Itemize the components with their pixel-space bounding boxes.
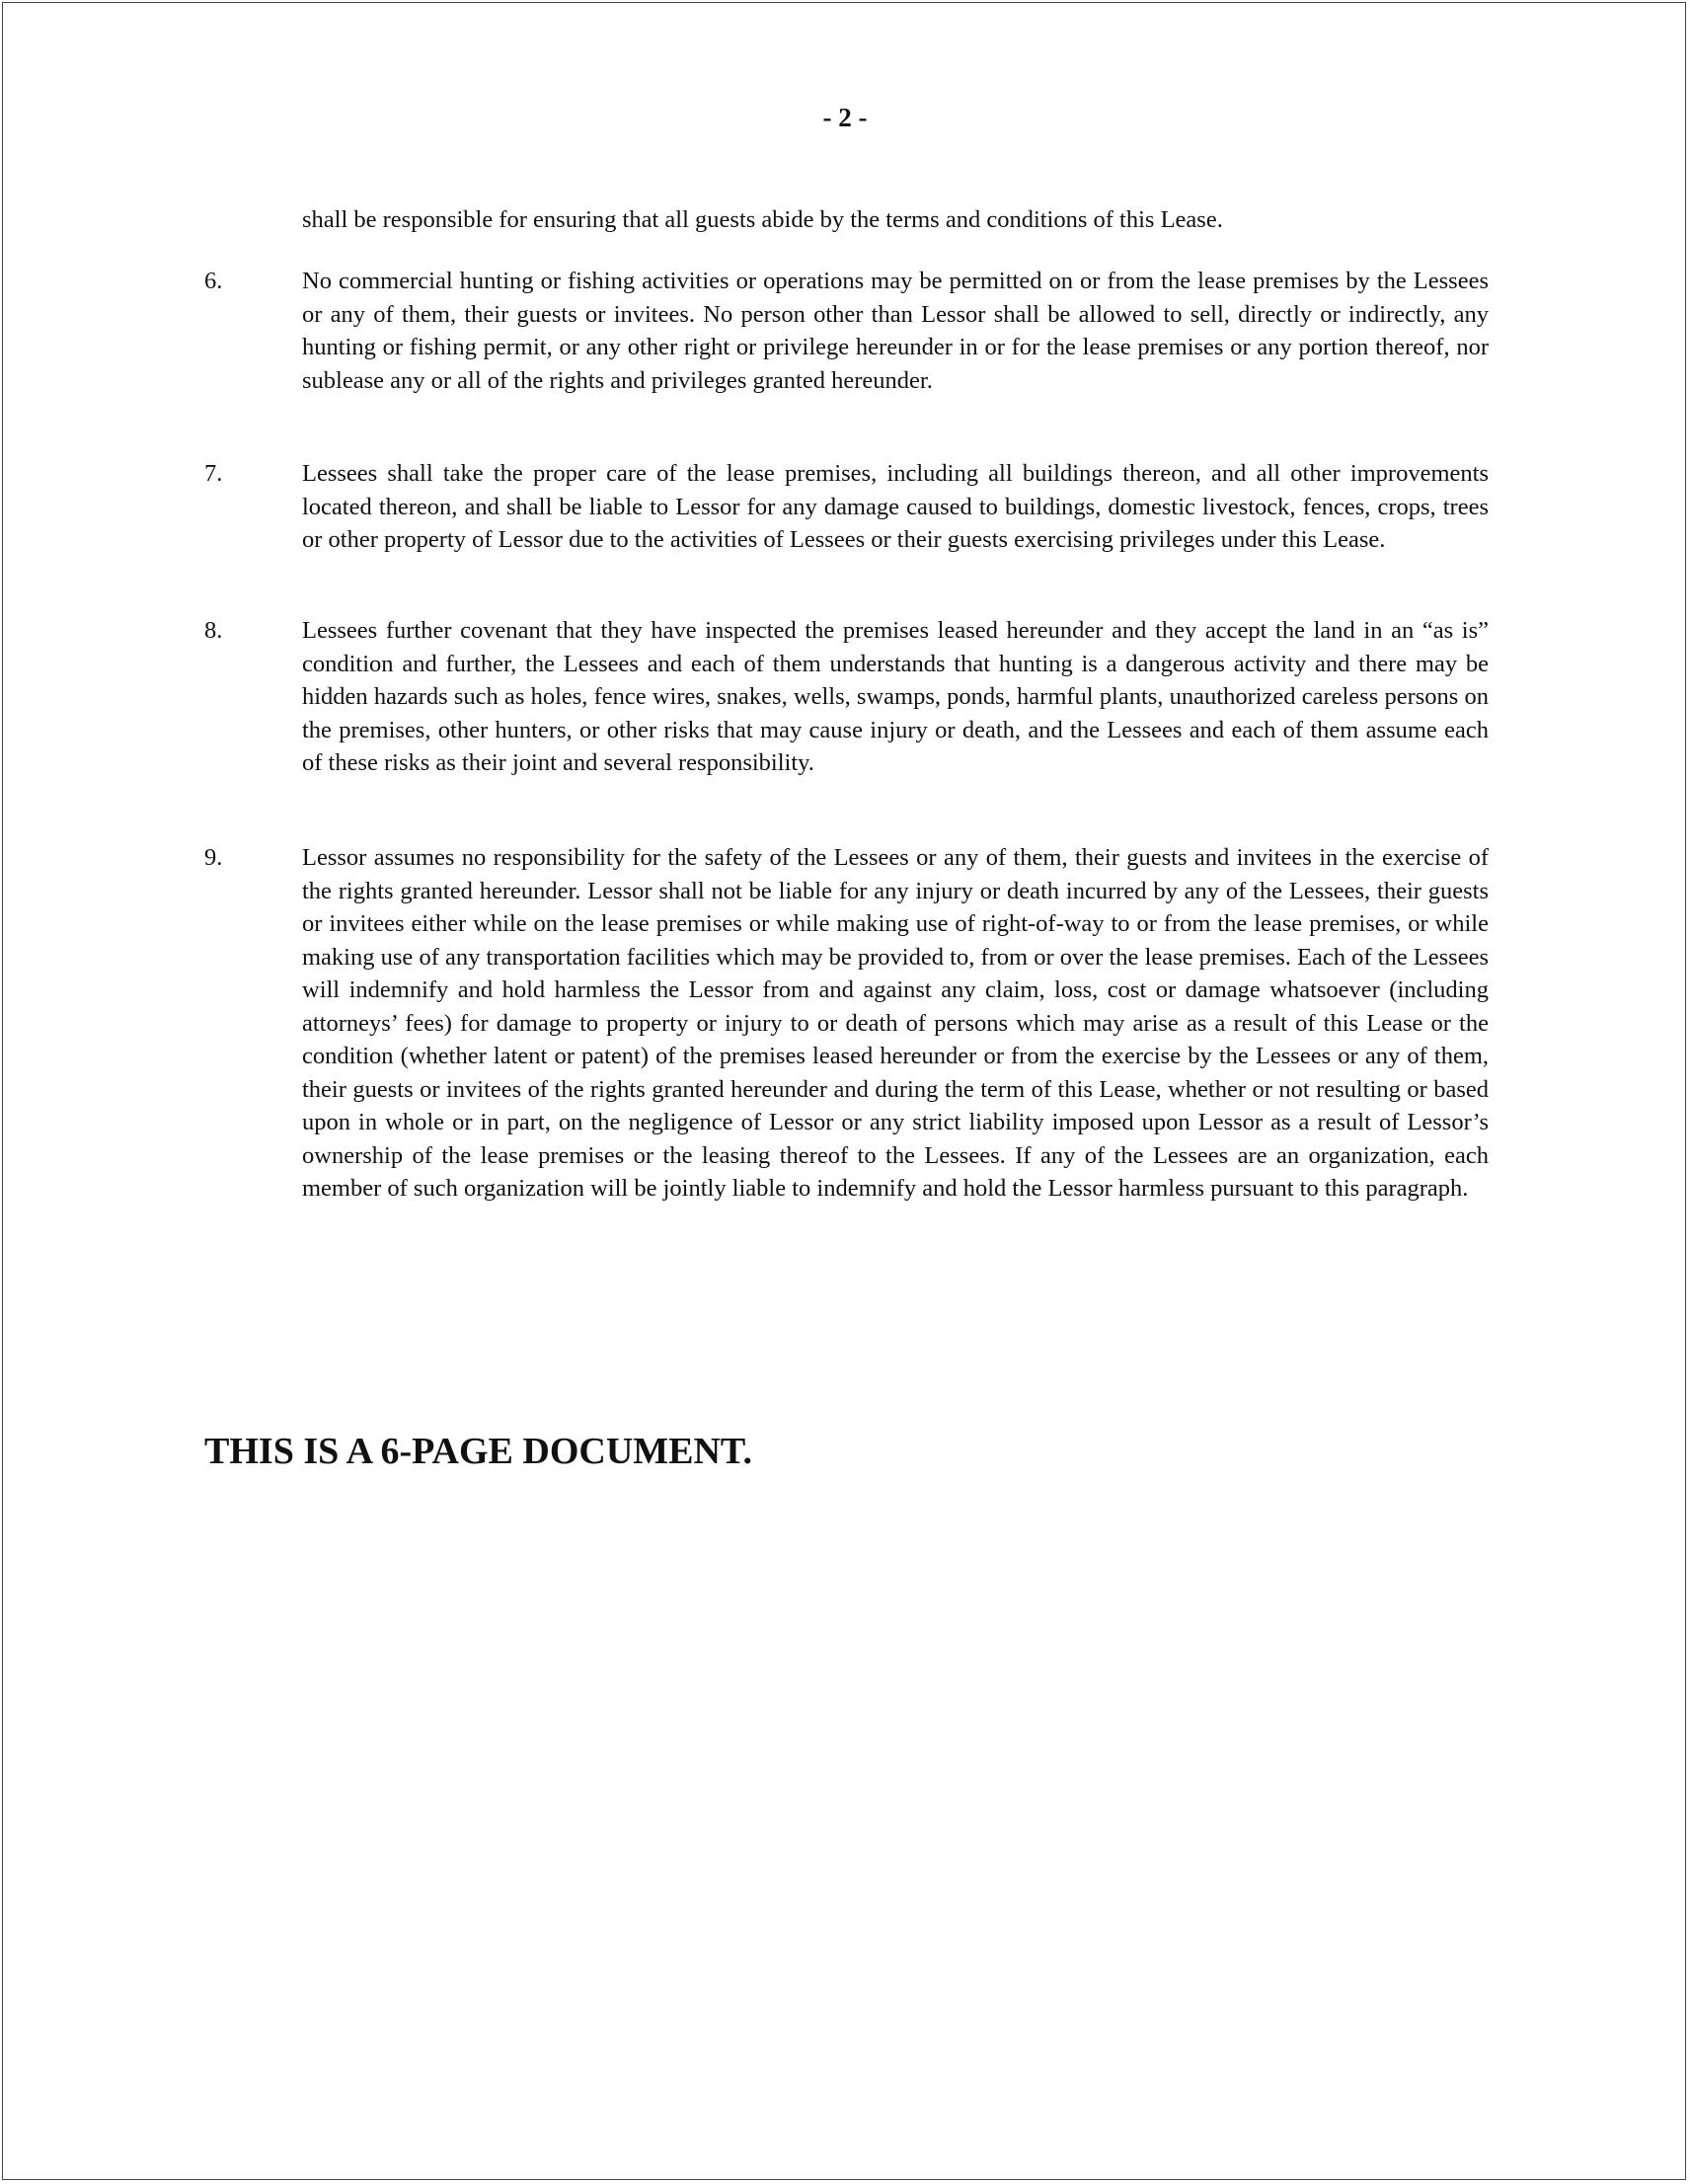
clause-text-9: Lessor assumes no responsibility for the safety of the Lessees or any of them, their guests and invitees in the exercise of the rights granted hereunder. Lessor shall not be liable for any injury or death incurred by any of the Lessees, their guests or invitees either while on the lease premises or while making use of right-of-way to or from the lease premises, or while making use of any transportation facilities which may be provided to, from or over the lease premises. Each of the Lessees will indemnify and hold harmless the Lessor from and against any claim, loss, cost or damage whatsoever (including attorneys’ fees) for damage to property or injury to or death of persons which may arise as a result of this Lease or the condition (whether latent or patent) of the premises leased hereunder or from the exercise by the Lessees or any of them, their guests or invitees of the rights granted hereunder and during the term of this Lease, whether or not resulting or based upon in whole or in part, on the negligence of Lessor or any strict liability imposed upon Lessor as a result of Lessor’s ownership of the lease premises or the leasing thereof to the Lessees. If any of the Lessees are an organization, each member of such organization will be jointly liable to indemnify and hold the Lessor harmless pursuant to this paragraph. — [302, 844, 1489, 1202]
clause-text-6: No commercial hunting or fishing activities or operations may be permitted on or from the lease premises by the Lessees or any of them, their guests or invitees. No person other than Lessor shall be allowed to sell, directly or indirectly, any hunting or fishing permit, or any other right or privilege hereunder in or for the lease premises or any portion thereof, nor sublease any or all of the rights and privileges granted hereunder. — [302, 268, 1489, 394]
continuation-text: shall be responsible for ensuring that all guests abide by the terms and conditions of this Lease. — [302, 206, 1223, 233]
clause-text-7: Lessees shall take the proper care of the lease premises, including all buildings thereon, and all other improvements located thereon, and shall be liable to Lessor for any damage caused to buildings, domestic livestock, fences, crops, trees or other property of Lessor due to the activities of Lessees or their guests exercising privileges under this Lease. — [302, 460, 1489, 553]
clause-number-9: 9. — [204, 844, 223, 871]
clause-number-8: 8. — [204, 617, 223, 644]
page-number: - 2 - — [822, 103, 868, 132]
closing-notice: THIS IS A 6-PAGE DOCUMENT. — [204, 1431, 752, 1472]
clause-text-8: Lessees further covenant that they have inspected the premises leased hereunder and they accept the land in an “as is” condition and further, the Lessees and each of them understands that hunting is a dangerous activity and there may be hidden hazards such as holes, fence wires, snakes, wells, swamps, ponds, harmful plants, unauthorized careless persons on the premises, other hunters, or other risks that may cause injury or death, and the Lessees and each of them assume each of these risks as their joint and several responsibility. — [302, 617, 1489, 776]
clause-number-6: 6. — [204, 268, 223, 294]
clause-number-7: 7. — [204, 460, 223, 487]
